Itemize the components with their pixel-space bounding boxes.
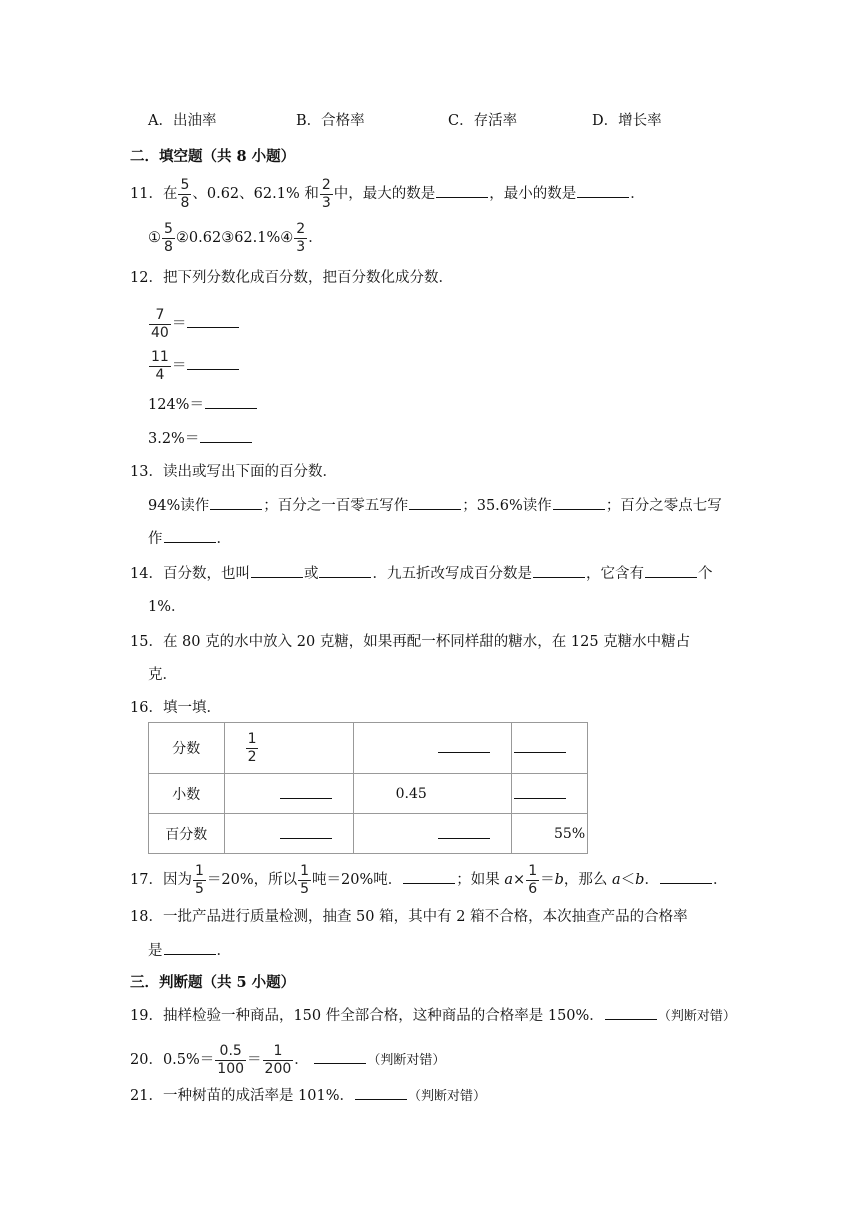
denominator: 2 xyxy=(247,749,257,765)
question-19 xyxy=(130,1006,736,1027)
table-cell xyxy=(224,723,353,774)
answer-blank[interactable] xyxy=(577,184,629,198)
denominator: 5 xyxy=(194,881,204,897)
table-cell xyxy=(512,723,588,774)
answer-blank[interactable] xyxy=(438,739,490,753)
question-text: 填一填． xyxy=(162,700,221,716)
section-title-fill-in: 二．填空题（共 8 小题） xyxy=(130,148,296,165)
question-number: 12． xyxy=(130,270,163,286)
answer-blank[interactable] xyxy=(200,429,252,443)
denominator: 3 xyxy=(321,195,331,211)
question-text: 0.5%＝ xyxy=(162,1052,215,1068)
question-text: ＜ xyxy=(620,872,636,888)
denominator: 4 xyxy=(155,367,165,383)
answer-blank[interactable] xyxy=(164,529,216,543)
question-number: 14． xyxy=(130,566,163,582)
fraction xyxy=(246,732,259,764)
answer-blank[interactable] xyxy=(533,564,585,578)
fraction xyxy=(193,864,206,896)
question-text: ；百分之零点七写 xyxy=(605,498,722,514)
question-text: ＝ xyxy=(540,872,555,888)
option-b: B．合格率 xyxy=(296,113,365,129)
question-text: ；百分之一百零五写作 xyxy=(263,498,409,514)
answer-blank[interactable] xyxy=(187,356,239,370)
question-text: ，最小的数是 xyxy=(489,186,577,202)
choice-marker: ① xyxy=(148,230,161,246)
question-text: 作 xyxy=(148,531,163,547)
question-text: 是 xyxy=(148,943,163,959)
answer-blank[interactable] xyxy=(514,785,566,799)
question-18 xyxy=(130,907,688,927)
answer-blank[interactable] xyxy=(438,825,490,839)
denominator: 200 xyxy=(264,1061,292,1077)
answer-blank[interactable] xyxy=(660,870,712,884)
conversion-table xyxy=(148,722,588,854)
question-12-item-d xyxy=(148,429,253,449)
denominator: 6 xyxy=(528,881,538,897)
question-13 xyxy=(130,462,337,482)
question-text: ． xyxy=(712,872,728,888)
question-12-item-a xyxy=(148,308,240,340)
question-text: ，那么 xyxy=(563,872,613,888)
table-cell xyxy=(353,814,511,854)
question-21 xyxy=(130,1086,486,1107)
table-row xyxy=(149,814,588,854)
question-text: 抽样检验一种商品，150 件全部合格，这种商品的合格率是 150%． xyxy=(162,1008,604,1024)
numerator: 2 xyxy=(321,177,331,193)
fraction xyxy=(178,178,191,210)
question-text: ，它含有 xyxy=(585,566,644,582)
equals-sign: ＝ xyxy=(171,316,187,332)
question-11-choices xyxy=(148,222,323,254)
question-16 xyxy=(130,698,221,718)
option-c: C．存活率 xyxy=(448,113,518,129)
numerator: 1 xyxy=(300,863,310,879)
question-12-item-c xyxy=(148,395,258,415)
fraction xyxy=(298,864,311,896)
choice-text: ②0.62③62.1%④ xyxy=(175,230,294,246)
row-label: 百分数 xyxy=(149,814,225,854)
numerator: 11 xyxy=(151,349,169,365)
question-12 xyxy=(130,268,453,288)
question-14-line-2: 1%． xyxy=(148,599,186,615)
question-number: 16． xyxy=(130,700,163,716)
question-14 xyxy=(130,564,712,584)
denominator: 40 xyxy=(151,325,169,341)
fraction xyxy=(149,308,171,340)
question-text: 在 80 克的水中放入 20 克糖，如果再配一杯同样甜的糖水，在 125 克糖水中糖占 xyxy=(162,634,691,650)
answer-blank[interactable] xyxy=(210,496,262,510)
question-number: 13． xyxy=(130,464,163,480)
numerator: 7 xyxy=(155,307,165,323)
option-d: D．增长率 xyxy=(592,113,662,129)
numerator: 5 xyxy=(180,177,190,193)
question-text: 94%读作 xyxy=(148,498,210,514)
section-title-true-false: 三．判断题（共 5 小题） xyxy=(130,974,296,991)
question-number: 15． xyxy=(130,634,163,650)
table-row xyxy=(149,723,588,774)
variable-a: a xyxy=(612,872,621,888)
judge-hint: （判断对错） xyxy=(367,1053,446,1068)
table-row xyxy=(149,774,588,814)
question-text: ． xyxy=(216,943,231,959)
question-text: 在 xyxy=(162,186,178,202)
fraction xyxy=(526,864,539,896)
question-13-line-2 xyxy=(148,529,231,549)
question-text: 一批产品进行质量检测，抽查 50 箱，其中有 2 箱不合格，本次抽查产品的合格率 xyxy=(162,909,688,925)
fraction xyxy=(149,350,171,382)
table-cell xyxy=(224,814,353,854)
question-text: 3.2%＝ xyxy=(148,431,200,447)
denominator: 5 xyxy=(300,881,310,897)
answer-blank[interactable] xyxy=(436,184,488,198)
question-number: 21． xyxy=(130,1088,163,1104)
answer-blank[interactable] xyxy=(280,785,332,799)
answer-blank[interactable] xyxy=(553,496,605,510)
table-cell xyxy=(353,723,511,774)
equals-sign: ＝ xyxy=(247,1052,262,1068)
fraction xyxy=(215,1044,246,1076)
question-text: ．九五折改写成百分数是 xyxy=(372,566,532,582)
answer-blank[interactable] xyxy=(280,825,332,839)
answer-blank[interactable] xyxy=(403,870,455,884)
answer-blank[interactable] xyxy=(205,395,257,409)
answer-blank[interactable] xyxy=(355,1086,407,1100)
answer-blank[interactable] xyxy=(409,496,461,510)
question-text: 或 xyxy=(303,566,319,582)
denominator: 8 xyxy=(164,239,173,255)
question-text: 一种树苗的成活率是 101%． xyxy=(162,1088,355,1104)
question-text: 因为 xyxy=(162,872,192,888)
question-number: 20． xyxy=(130,1052,163,1068)
answer-blank[interactable] xyxy=(514,739,566,753)
question-number: 19． xyxy=(130,1008,163,1024)
question-12-item-b xyxy=(148,350,240,382)
answer-blank[interactable] xyxy=(645,564,697,578)
question-text: 把下列分数化成百分数，把百分数化成分数． xyxy=(162,270,453,286)
variable-b: b xyxy=(635,872,645,888)
answer-blank[interactable] xyxy=(187,314,239,328)
question-17 xyxy=(130,864,727,896)
question-text: 124%＝ xyxy=(148,397,204,413)
denominator: 100 xyxy=(217,1061,245,1077)
variable-b: b xyxy=(554,872,564,888)
choice-text: ． xyxy=(308,230,323,246)
numerator: 1 xyxy=(247,731,257,747)
equals-sign: ＝ xyxy=(171,358,187,374)
times-sign: × xyxy=(513,872,526,888)
question-13-line-1 xyxy=(148,496,722,516)
question-number: 18． xyxy=(130,909,163,925)
question-15 xyxy=(130,632,690,652)
question-text: ＝20%，所以 xyxy=(206,872,298,888)
question-15-line-2: 克． xyxy=(148,667,177,683)
option-a: A．出油率 xyxy=(148,113,217,129)
numerator: 5 xyxy=(164,221,173,237)
numerator: 1 xyxy=(273,1043,283,1059)
judge-hint: （判断对错） xyxy=(657,1009,736,1024)
answer-blank[interactable] xyxy=(251,564,303,578)
question-text: 百分数，也叫 xyxy=(162,566,250,582)
numerator: 1 xyxy=(528,863,538,879)
row-label: 小数 xyxy=(149,774,225,814)
table-cell xyxy=(224,774,353,814)
fraction xyxy=(162,222,175,254)
numerator: 1 xyxy=(194,863,204,879)
fraction xyxy=(320,178,333,210)
table-cell: 0.45 xyxy=(353,774,511,814)
question-text: 、0.62、62.1% 和 xyxy=(192,186,319,202)
numerator: 2 xyxy=(296,221,306,237)
variable-a: a xyxy=(504,872,514,888)
answer-blank[interactable] xyxy=(314,1050,366,1064)
numerator: 0.5 xyxy=(219,1043,242,1059)
question-text: 中，最大的数是 xyxy=(333,186,436,202)
fraction xyxy=(294,222,307,254)
denominator: 8 xyxy=(180,195,190,211)
question-number: 17． xyxy=(130,872,163,888)
answer-blank[interactable] xyxy=(164,941,216,955)
question-number: 11． xyxy=(130,186,163,202)
fraction xyxy=(263,1044,294,1076)
denominator: 3 xyxy=(296,239,306,255)
question-text: ． xyxy=(644,872,659,888)
question-text: ． xyxy=(294,1052,309,1068)
row-label: 分数 xyxy=(149,723,225,774)
question-11 xyxy=(130,178,645,210)
question-text: ；如果 xyxy=(456,872,505,888)
table-cell: 55% xyxy=(512,814,588,854)
question-text: 吨＝20%吨． xyxy=(312,872,403,888)
answer-blank[interactable] xyxy=(319,564,371,578)
judge-hint: （判断对错） xyxy=(408,1089,487,1104)
question-text: 读出或写出下面的百分数． xyxy=(162,464,337,480)
question-text: ． xyxy=(630,186,645,202)
question-text: ；35.6%读作 xyxy=(462,498,552,514)
question-20 xyxy=(130,1044,445,1076)
answer-blank[interactable] xyxy=(605,1006,657,1020)
question-18-line-2 xyxy=(148,941,231,961)
question-text: ． xyxy=(216,531,231,547)
table-cell xyxy=(512,774,588,814)
question-text: 个 xyxy=(697,566,713,582)
